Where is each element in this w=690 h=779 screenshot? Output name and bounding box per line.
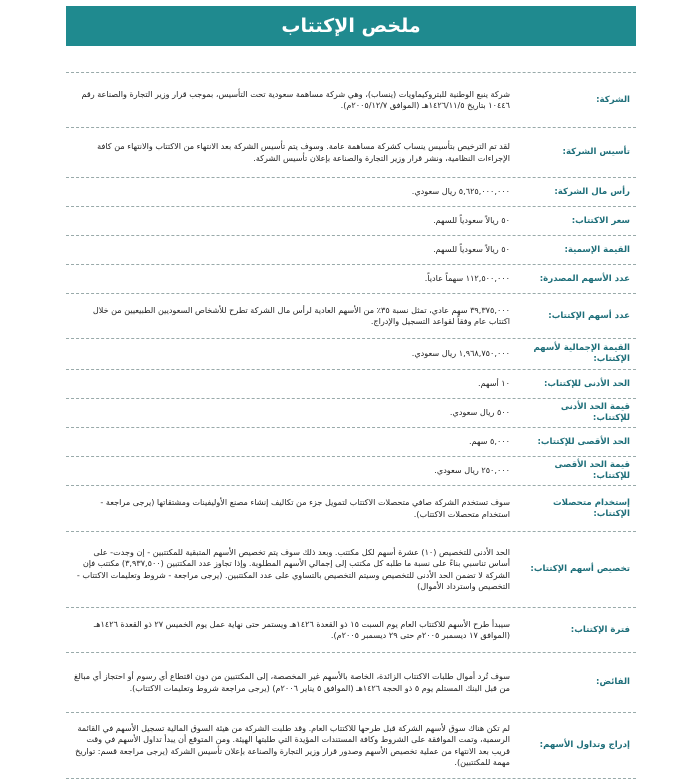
table-row xyxy=(66,339,636,370)
row-label: الحد الأقصى للإكتتاب: xyxy=(537,436,630,447)
table-row xyxy=(66,399,636,428)
row-value: ٥,٦٢٥,٠٠٠,٠٠٠ ريال سعودي. xyxy=(411,186,510,197)
row-label: الحد الأدنى للإكتتاب: xyxy=(543,378,630,389)
table-row xyxy=(66,486,636,532)
row-label: قيمة الحد الأقصى للإكتتاب: xyxy=(554,460,630,481)
row-value: سوف تُرد أموال طلبات الاكتتاب الزائدة، الخاصة بالأسهم غير المخصصة، إلى المكتتبين من دون اقتطاع أي رسوم أو احتجاز أي مبالغ من قبل البنك المستلم يوم ٥ ذو الحجة ١٤٢٦هـ (الموافق ٥ يناير ٢٠٠٦م) (يرجى مراجعة شروط وتعليمات الاكتتاب). xyxy=(74,671,510,693)
row-value: ٢٥٠,٠٠٠ ريال سعودي. xyxy=(434,465,510,476)
table-row xyxy=(66,236,636,265)
table-row xyxy=(66,532,636,608)
table-row xyxy=(66,265,636,294)
row-label: فترة الإكتتاب: xyxy=(570,624,630,635)
row-label: الفائض: xyxy=(596,677,630,687)
table-row xyxy=(66,370,636,399)
table-row xyxy=(66,207,636,236)
row-value: ٥٠٠ ريال سعودي. xyxy=(449,407,510,418)
row-value: شركة ينبع الوطنية للبتروكيماويات (ينساب)، وهي شركة مساهمة سعودية تحت التأسيس، بموجب قرار وزير التجارة والصناعة رقم ١٠٤٤٦ بتاريخ ١٤٢٦/١١/٥هـ (الموافق ٢٠٠٥/١٢/٧م). xyxy=(81,88,510,110)
row-value: سيبدأ طرح الأسهم للاكتتاب العام يوم السبت ١٥ ذو القعدة ١٤٢٦هـ ويستمر حتى نهاية عمل يوم الخميس ٢٧ ذو القعدة ١٤٢٦هـ (الموافق ١٧ ديسمبر ٢٠٠٥م حتى ٢٩ ديسمبر ٢٠٠٥م). xyxy=(93,618,510,640)
row-value: ٥٠ ريالاً سعودياً للسهم. xyxy=(433,244,510,255)
row-label: عدد الأسهم المصدرة: xyxy=(539,273,630,284)
table-row xyxy=(66,457,636,486)
table-row xyxy=(66,428,636,457)
row-value: لم تكن هناك سوق لأسهم الشركة قبل طرحها للاكتتاب العام. وقد طلبت الشركة من هيئة السوق المالية تسجيل الأسهم في القائمة الرسمية، وتمت الموافقة على الشروط وكافة المستندات المؤيدة التي طلبتها الهيئة. ومن المتوقع أن يبدأ تداول الأسهم في وقت قريب بعد الانتهاء من عملية تخصيص الأسهم وصدور قرار وزير التجارة والصناعة بإعلان تأسيس الشركة (يرجى مراجعة قسم: تواريخ مهمة للمكتتبين). xyxy=(75,722,510,767)
table-row xyxy=(66,294,636,339)
row-label: القيمة الإجمالية لأسهم الإكتتاب: xyxy=(533,343,630,364)
table-row xyxy=(66,128,636,178)
summary-header-banner xyxy=(66,6,636,46)
summary-table xyxy=(66,72,636,779)
row-label: عدد أسهم الإكتتاب: xyxy=(548,310,630,321)
row-label: تأسيس الشركة: xyxy=(562,147,630,157)
row-value: ١٠ أسهم. xyxy=(478,378,510,389)
row-label: إستخدام متحصلات الإكتتاب: xyxy=(553,497,630,519)
row-value: ١١٢,٥٠٠,٠٠٠ سهماً عادياً. xyxy=(424,273,510,284)
table-row xyxy=(66,178,636,207)
table-row xyxy=(66,73,636,128)
row-label: الشركة: xyxy=(596,94,630,105)
row-value: ٥,٠٠٠ سهم. xyxy=(468,436,510,447)
row-value: سوف تستخدم الشركة صافي متحصلات الاكتتاب لتمويل جزء من تكاليف إنشاء مصنع الأوليفينات ومشتقاتها (يرجى مراجعة - استخدام متحصلات الاكتتاب). xyxy=(100,497,510,519)
page-title: ملخص الإكتتاب xyxy=(281,15,421,37)
row-value: ١,٩٦٨,٧٥٠,٠٠٠ ريال سعودي. xyxy=(411,348,510,359)
row-label: القيمة الإسمية: xyxy=(564,244,630,255)
table-row xyxy=(66,608,636,653)
row-label: قيمة الحد الأدنى للإكتتاب: xyxy=(560,402,630,423)
row-label: تخصيص أسهم الإكتتاب: xyxy=(530,564,630,574)
table-row xyxy=(66,653,636,713)
row-value: لقد تم الترخيص بتأسيس ينساب كشركة مساهمة عامة. وسوف يتم تأسيس الشركة بعد الانتهاء من الاكتتاب والانتهاء من كافة الإجراءات النظامية، ونشر قرار وزير التجارة والصناعة بإعلان تأسيس الشركة. xyxy=(97,141,510,163)
row-value: الحد الأدنى للتخصيص (١٠) عشرة أسهم لكل مكتتب. وبعد ذلك سوف يتم تخصيص الأسهم المتبقية للمكتتبين - إن وجدت- على أساس تناسبي بناءً على نسبة ما طلبه كل مكتتب إلى إجمالي الأسهم المطلوبة. وإذا تجاوز عدد المكتتبين (٣,٩٣٧,٥٠٠) مكتتب فإن الشركة لا تضمن الحد الأدنى للتخصيص وسيتم التخصيص بالتساوي على عدد المكتتبين. (يرجى مراجعة - شروط وتعليمات الاكتتاب - التخصيص واسترداد الأموال) xyxy=(76,546,510,591)
row-value: ٥٠ ريالاً سعودياً للسهم. xyxy=(433,215,510,226)
row-value: ٣٩,٣٧٥,٠٠٠ سهم عادي، تمثل نسبة ٣٥٪ من الأسهم العادية لرأس مال الشركة تطرح للأشخاص السعوديين الطبيعيين من خلال اكتتاب عام وفقاً لقواعد التسجيل والإدراج. xyxy=(92,304,510,326)
row-label: رأس مال الشركة: xyxy=(554,186,630,197)
row-label: سعر الاكتتاب: xyxy=(571,215,630,226)
row-label: إدراج وتداول الأسهم: xyxy=(539,740,630,750)
table-row xyxy=(66,713,636,779)
